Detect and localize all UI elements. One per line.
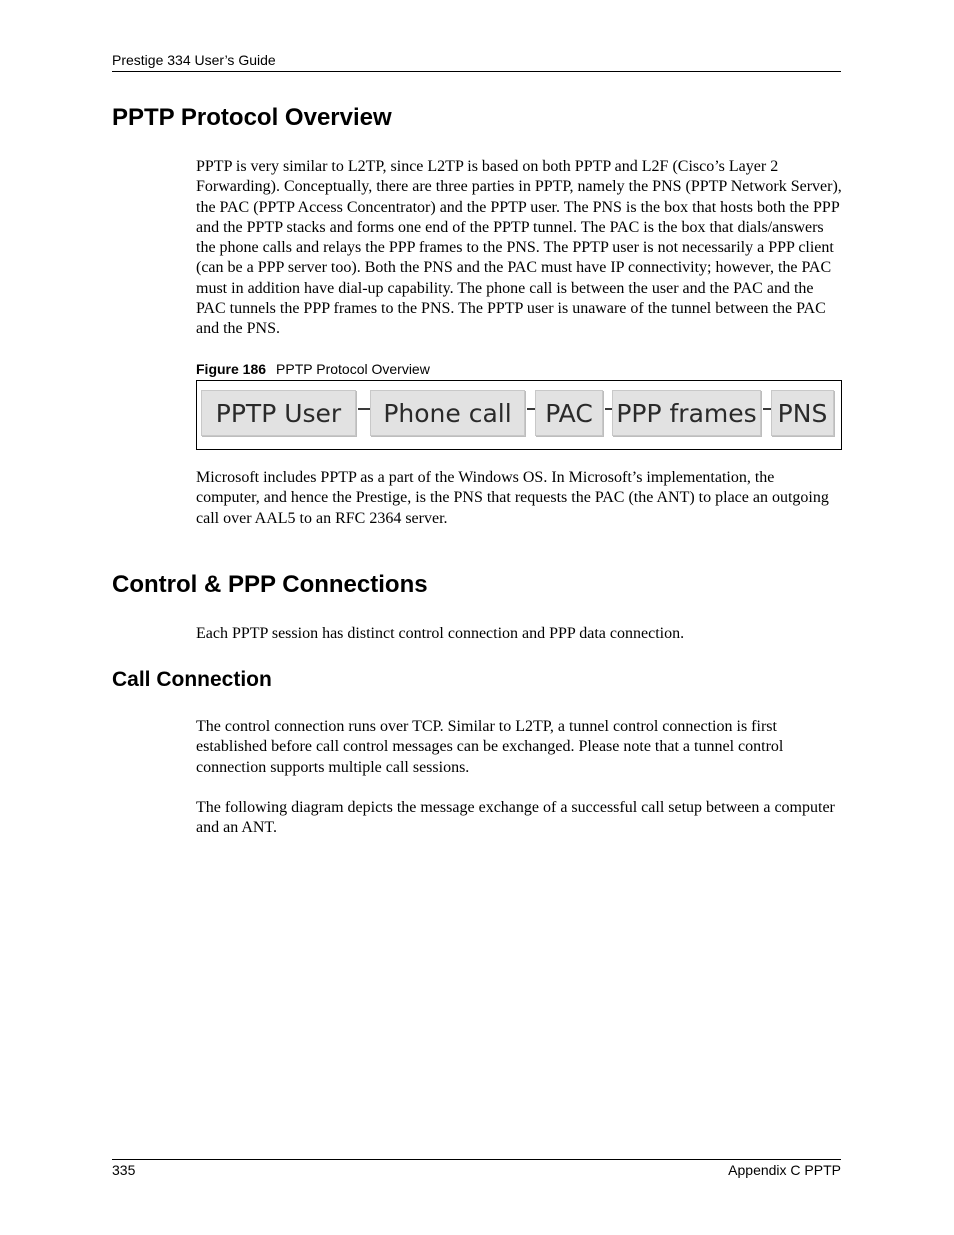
connector-line [605, 408, 612, 410]
node-phone-call: Phone call [370, 390, 525, 436]
connector-line [763, 408, 771, 410]
footer-divider [112, 1159, 841, 1160]
node-pns: PNS [771, 390, 834, 436]
node-pptp-user: PPTP User [201, 390, 356, 436]
heading-control-ppp-connections: Control & PPP Connections [112, 571, 428, 598]
running-header: Prestige 334 User’s Guide [112, 52, 276, 68]
heading-call-connection: Call Connection [112, 668, 272, 691]
figure-caption [196, 361, 430, 377]
heading-pptp-protocol-overview: PPTP Protocol Overview [112, 104, 392, 131]
figure-title: PPTP Protocol Overview [276, 361, 430, 377]
call-connection-paragraph: The control connection runs over TCP. Similar to L2TP, a tunnel control connection is first established before call control messages can be exchanged. Please note that a tunnel control connection supports multiple call sessions. [196, 718, 784, 776]
node-ppp-frames: PPP frames [612, 390, 761, 436]
figure-number: Figure 186 [196, 361, 267, 377]
footer-section-title: Appendix C PPTP [728, 1162, 841, 1178]
page-number: 335 [112, 1162, 136, 1178]
control-ppp-paragraph: Each PPTP session has distinct control connection and PPP data connection. [196, 625, 685, 642]
node-pac: PAC [535, 390, 603, 436]
connector-line [358, 408, 370, 410]
pptp-overview-paragraph: PPTP is very similar to L2TP, since L2TP is based on both PPTP and L2F (Cisco’s Layer 2 Forwarding). Conceptually, there are three parties in PPTP, namely the PNS (PPTP Network Server), the PAC (PPTP Access Concentrator) and the PPTP user. The PNS is the box that hosts both the PPP and the PPTP stacks and forms one end of the PPTP tunnel. The PAC is the box that dials/answers the phone calls and relays the PPP frames to the PNS. The PPTP user is not necessarily a PPP client (can be a PPP server too). Both the PNS and the PAC must have IP connectivity; however, the PAC must in addition have dial-up capability. The phone call is between the user and the PAC and the PAC tunnels the PPP frames to the PNS. The PPTP user is unaware of the tunnel between the PAC and the PNS. [196, 158, 842, 338]
pptp-overview-diagram [196, 380, 842, 450]
connector-line [527, 408, 535, 410]
header-divider [112, 71, 841, 72]
diagram-intro-paragraph: The following diagram depicts the message exchange of a successful call setup between a computer and an ANT. [196, 799, 835, 837]
microsoft-implementation-paragraph: Microsoft includes PPTP as a part of the Windows OS. In Microsoft’s implementation, the computer, and hence the Prestige, is the PNS that requests the PAC (the ANT) to place an outgoing call over AAL5 to an RFC 2364 server. [196, 469, 829, 527]
